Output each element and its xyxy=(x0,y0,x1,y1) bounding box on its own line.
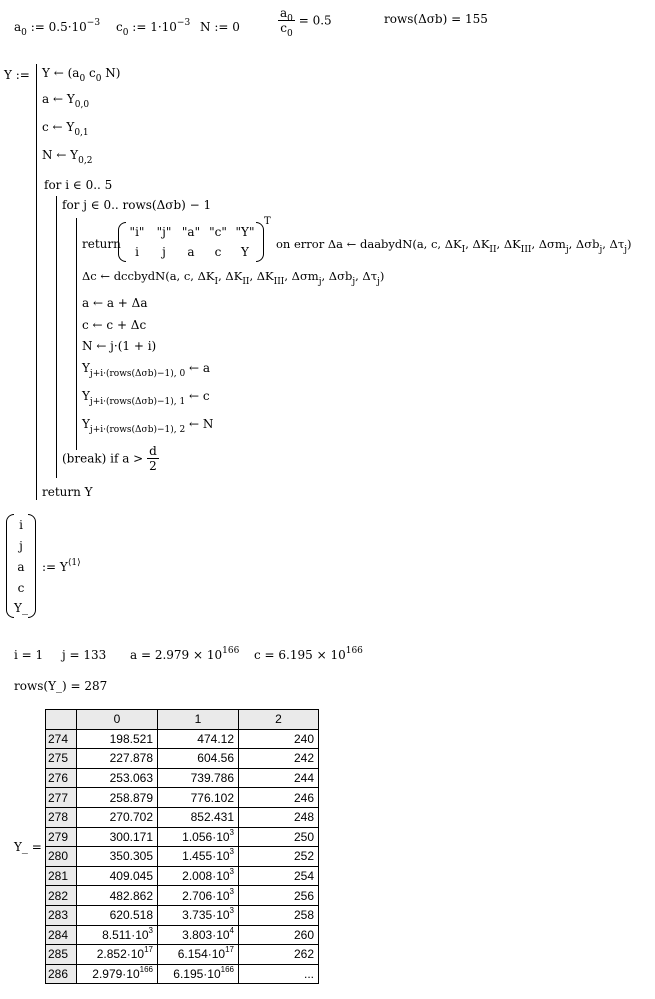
update-c-line: c ← c + Δc xyxy=(82,318,147,332)
table-row xyxy=(46,964,319,984)
cell-col1: $1.455\cdot 10^3$ xyxy=(158,847,239,867)
cell-col1: $2.706\cdot 10^3$ xyxy=(158,886,239,906)
ratio-expression: $\frac{a_0}{c_0}$ = 0.5 xyxy=(280,6,332,39)
y-result-table[interactable] xyxy=(45,709,319,984)
rows-delta-sigma-b: rows(Δσb) = 155 xyxy=(384,12,488,26)
cell-col2: 248 xyxy=(239,807,319,827)
init-y-line: Y ← ($a_0$ $c_0$ N) xyxy=(42,66,121,84)
table-row xyxy=(46,807,319,827)
extract-assign: := $Y^{⟨1⟩}$ xyxy=(42,558,81,574)
break-condition: (break) if a > $\frac{d}{2}$ xyxy=(62,444,157,473)
table-row xyxy=(46,768,319,788)
n-definition: N := 0 xyxy=(200,20,240,34)
assign-n-line: N ← $Y_{0,2}$ xyxy=(42,148,93,166)
cell-col2: 242 xyxy=(239,749,319,769)
row-index: 281 xyxy=(46,866,77,886)
column-header: 1 xyxy=(158,710,239,730)
delta-c-dccbydn: Δc ← dccbydN(a, c, $\Delta K_I$, $\Delta K_{II}$, $\Delta K_{III}$, Δσm$_j$, Δσb$_j$, $\Delta\tau_j$) xyxy=(82,269,385,287)
cell-col2: 246 xyxy=(239,788,319,808)
table-row xyxy=(46,886,319,906)
cell-col1: $6.154\cdot 10^{17}$ xyxy=(158,945,239,965)
row-index: 284 xyxy=(46,925,77,945)
cell-col1: 852.431 xyxy=(158,807,239,827)
cell-col1: $3.803\cdot 10^4$ xyxy=(158,925,239,945)
cell-col2: 262 xyxy=(239,945,319,965)
cell-col1: $6.195\cdot 10^{166}$ xyxy=(158,964,239,984)
cell-col0: 350.305 xyxy=(77,847,158,867)
for-j-loop: for j ∈ 0.. rows(Δσb) − 1 xyxy=(62,198,212,212)
for-i-loop: for i ∈ 0.. 5 xyxy=(44,178,113,192)
cell-col0: $8.511\cdot 10^3$ xyxy=(77,925,158,945)
row-index: 277 xyxy=(46,788,77,808)
table-corner xyxy=(46,710,77,730)
cell-col2: 240 xyxy=(239,729,319,749)
table-label: Y_ = xyxy=(14,840,42,854)
store-n-line: $Y_{j+i\cdot(rows(\Delta\sigma b)-1), 2}$ ← N xyxy=(82,417,214,435)
c0-definition: $c_0$ := $1\cdot 10^{-3}$ xyxy=(116,18,191,38)
table-row xyxy=(46,866,319,886)
cell-col0: 300.171 xyxy=(77,827,158,847)
column-header: 2 xyxy=(239,710,319,730)
cell-col2: 244 xyxy=(239,768,319,788)
cell-col0: 409.045 xyxy=(77,866,158,886)
result-i: i = 1 xyxy=(14,648,44,662)
table-row xyxy=(46,749,319,769)
cell-col0: $2.979\cdot 10^{166}$ xyxy=(77,964,158,984)
row-index: 275 xyxy=(46,749,77,769)
table-row xyxy=(46,729,319,749)
cell-col0: 258.879 xyxy=(77,788,158,808)
column-header: 0 xyxy=(77,710,158,730)
result-a: $a = 2.979 \times 10^{166}$ xyxy=(130,646,240,662)
cell-col1: $2.008\cdot 10^3$ xyxy=(158,866,239,886)
cell-col0: 620.518 xyxy=(77,905,158,925)
store-a-line: $Y_{j+i\cdot(rows(\Delta\sigma b)-1), 0}$ ← a xyxy=(82,361,211,379)
assign-a-line: a ← $Y_{0,0}$ xyxy=(42,92,90,110)
cell-col2: 250 xyxy=(239,827,319,847)
cell-col1: 776.102 xyxy=(158,788,239,808)
cell-col1: 604.56 xyxy=(158,749,239,769)
table-row xyxy=(46,788,319,808)
program-lhs: Y := xyxy=(4,68,30,82)
cell-col1: $3.735\cdot 10^3$ xyxy=(158,905,239,925)
result-j: j = 133 xyxy=(62,648,107,662)
result-c: $c = 6.195 \times 10^{166}$ xyxy=(254,646,363,662)
table-row xyxy=(46,847,319,867)
cell-col2: 252 xyxy=(239,847,319,867)
cell-col2: 256 xyxy=(239,886,319,906)
a0-definition: $a_0$ := $0.5\cdot 10^{-3}$ xyxy=(14,18,101,38)
store-c-line: $Y_{j+i\cdot(rows(\Delta\sigma b)-1), 1}$ ← c xyxy=(82,389,210,407)
return-keyword: return xyxy=(82,237,121,251)
cell-col0: 482.862 xyxy=(77,886,158,906)
update-a-line: a ← a + Δa xyxy=(82,296,148,310)
table-row xyxy=(46,925,319,945)
row-index: 274 xyxy=(46,729,77,749)
row-index: 279 xyxy=(46,827,77,847)
cell-col2: 258 xyxy=(239,905,319,925)
row-index: 282 xyxy=(46,886,77,906)
assign-c-line: c ← $Y_{0,1}$ xyxy=(42,120,89,138)
row-index: 285 xyxy=(46,945,77,965)
cell-col0: 270.702 xyxy=(77,807,158,827)
cell-col2: 254 xyxy=(239,866,319,886)
extract-vector: i j a c Y_ xyxy=(6,514,36,618)
program-bar-for-j xyxy=(76,218,77,450)
return-matrix: "i" "j" "a" "c" "Y" i j a c Y xyxy=(118,222,264,262)
row-index: 283 xyxy=(46,905,77,925)
cell-col0: $2.852\cdot 10^{17}$ xyxy=(77,945,158,965)
row-index: 278 xyxy=(46,807,77,827)
update-n-line: N ← j·(1 + i) xyxy=(82,339,157,353)
row-index: 280 xyxy=(46,847,77,867)
transpose-superscript: T xyxy=(264,216,271,227)
table-row xyxy=(46,827,319,847)
table-row xyxy=(46,945,319,965)
row-index: 276 xyxy=(46,768,77,788)
program-bar-outer xyxy=(36,64,37,500)
cell-col2: ... xyxy=(239,964,319,984)
on-error-daabydn: on error Δa ← daabydN(a, c, $\Delta K_I$, $\Delta K_{II}$, $\Delta K_{III}$, Δσm$_j$, Δσb$_j$, $\Delta\tau_j$) xyxy=(276,237,632,255)
cell-col0: 253.063 xyxy=(77,768,158,788)
cell-col2: 260 xyxy=(239,925,319,945)
row-index: 286 xyxy=(46,964,77,984)
cell-col1: 474.12 xyxy=(158,729,239,749)
cell-col0: 198.521 xyxy=(77,729,158,749)
program-bar-for-i xyxy=(56,196,57,478)
cell-col1: $1.056\cdot 10^3$ xyxy=(158,827,239,847)
cell-col1: 739.786 xyxy=(158,768,239,788)
table-row xyxy=(46,905,319,925)
return-y-line: return Y xyxy=(42,485,93,499)
cell-col0: 227.878 xyxy=(77,749,158,769)
rows-y: rows(Y_) = 287 xyxy=(14,679,108,693)
